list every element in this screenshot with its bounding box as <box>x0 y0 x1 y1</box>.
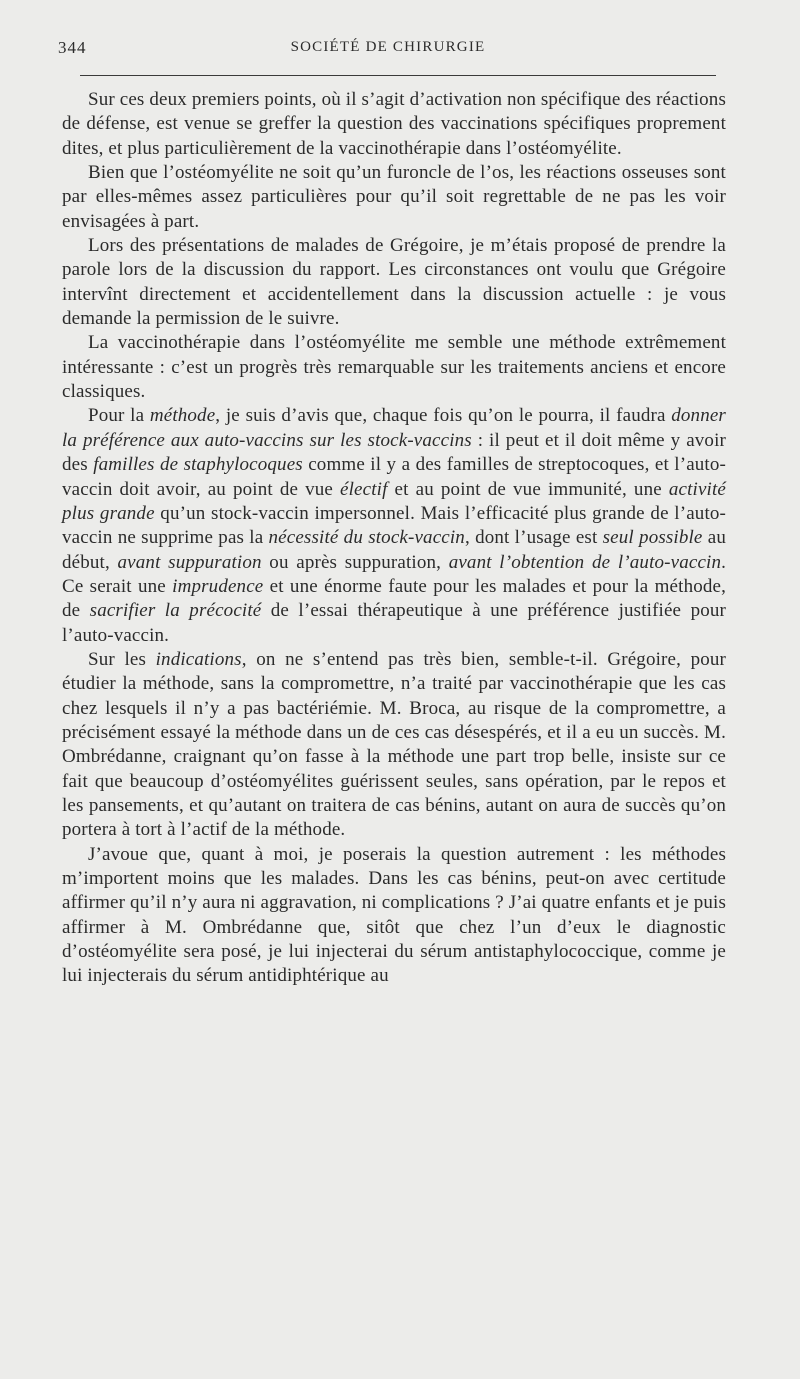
running-title: SOCIÉTÉ DE CHIRURGIE <box>290 39 486 55</box>
italic-phrase: activité plus grande <box>62 478 726 524</box>
header-rule <box>80 75 716 76</box>
italic-phrase: imprudence <box>172 575 264 597</box>
italic-phrase: avant suppuration <box>117 551 262 573</box>
italic-phrase: électif <box>340 478 388 500</box>
paragraph: J’avoue que, quant à moi, je poserais la question autrement : les méthodes m’importent moins que les malades. Dans les cas bénins, peut-on avec certitude affirmer qu’il n’y aura ni aggravation, ni complications ? J’ai quatre enfants et je puis affirmer à M. Ombrédanne que, sitôt que chez l’un d’eux le diagnostic d’ostéomyélite sera posé, je lui injecterai du sérum antistaphylococcique, comme je lui injecterais du sérum antidiphtérique au <box>62 843 726 987</box>
paragraph: La vaccinothérapie dans l’ostéomyélite me semble une méthode extrêmement intéressante : c’est un progrès très remarquable sur les traitements anciens et encore classiques. <box>62 332 726 403</box>
italic-phrase: sacrifier la précocité <box>89 600 262 622</box>
italic-phrase: seul possible <box>602 527 703 549</box>
italic-phrase: nécessité du stock-vaccin <box>268 527 465 549</box>
paragraph: Sur ces deux premiers points, où il s’agit d’activation non spécifique des réactions de défense, est venue se greffer la question des vaccinations spécifiques proprement dites, et plus particulièrement de la vaccinothérapie dans l’ostéomyélite. <box>62 89 726 159</box>
paragraph: Bien que l’ostéomyélite ne soit qu’un furoncle de l’os, les réactions osseuses sont par elles-mêmes assez particulières pour qu’il soit regrettable de ne pas les voir envisagées à part. <box>62 162 726 232</box>
italic-phrase: donner la préférence aux auto-vaccins sur les stock-vaccins <box>62 405 726 451</box>
italic-phrase: familles de staphylocoques <box>93 454 303 476</box>
italic-phrase: indications <box>155 648 242 670</box>
italic-phrase: avant l’obtention de l’auto-vaccin <box>448 551 722 573</box>
paragraph: Pour la méthode, je suis d’avis que, chaque fois qu’on le pourra, il faudra donner la préférence aux auto-vaccins sur les stock-vaccins : il peut et il doit même y avoir des familles de staphylocoques comme il y a des familles de streptocoques, et l’auto-vaccin doit avoir, au point de vue électif et au point de vue immunité, une activité plus grande qu’un stock-vaccin impersonnel. Mais l’efficacité plus grande de l’auto-vaccin ne supprime pas la nécessité du stock-vaccin, dont l’usage est seul possible au début, avant suppuration ou après suppuration, avant l’obtention de l’auto-vaccin. Ce serait une imprudence et une énorme faute pour les malades et pour la méthode, de sacrifier la précocité de l’essai thérapeutique à une préférence justifiée pour l’auto-vaccin. <box>62 405 727 646</box>
paragraph: Sur les indications, on ne s’entend pas très bien, semble-t-il. Grégoire, pour étudier la méthode, sans la compromettre, n’a traité par vaccinothérapie que les cas chez lesquels il n’y a pas bactériémie. M. Broca, au risque de la compromettre, a précisément essayé la méthode dans un de ces cas désespérés, et il a eu un succès. M. Ombrédanne, craignant qu’on fasse à la méthode une part trop belle, insiste sur ce fait que beaucoup d’ostéomyélites guérissent seules, sans opération, par le repos et les pansements, et qu’autant on traitera de cas bénins, autant on aura de succès qu’on portera à tort à l’actif de la méthode. <box>62 648 727 841</box>
italic-phrase: méthode <box>149 405 216 427</box>
paragraph: Lors des présentations de malades de Grégoire, je m’étais proposé de prendre la parole lors de la discussion du rapport. Les circonstances ont voulu que Grégoire intervînt directement et accidentellement dans la discussion actuelle : je vous demande la permission de le suivre. <box>62 235 726 330</box>
page-header <box>58 38 718 64</box>
page-number: 344 <box>58 38 87 57</box>
body-text <box>62 88 726 989</box>
